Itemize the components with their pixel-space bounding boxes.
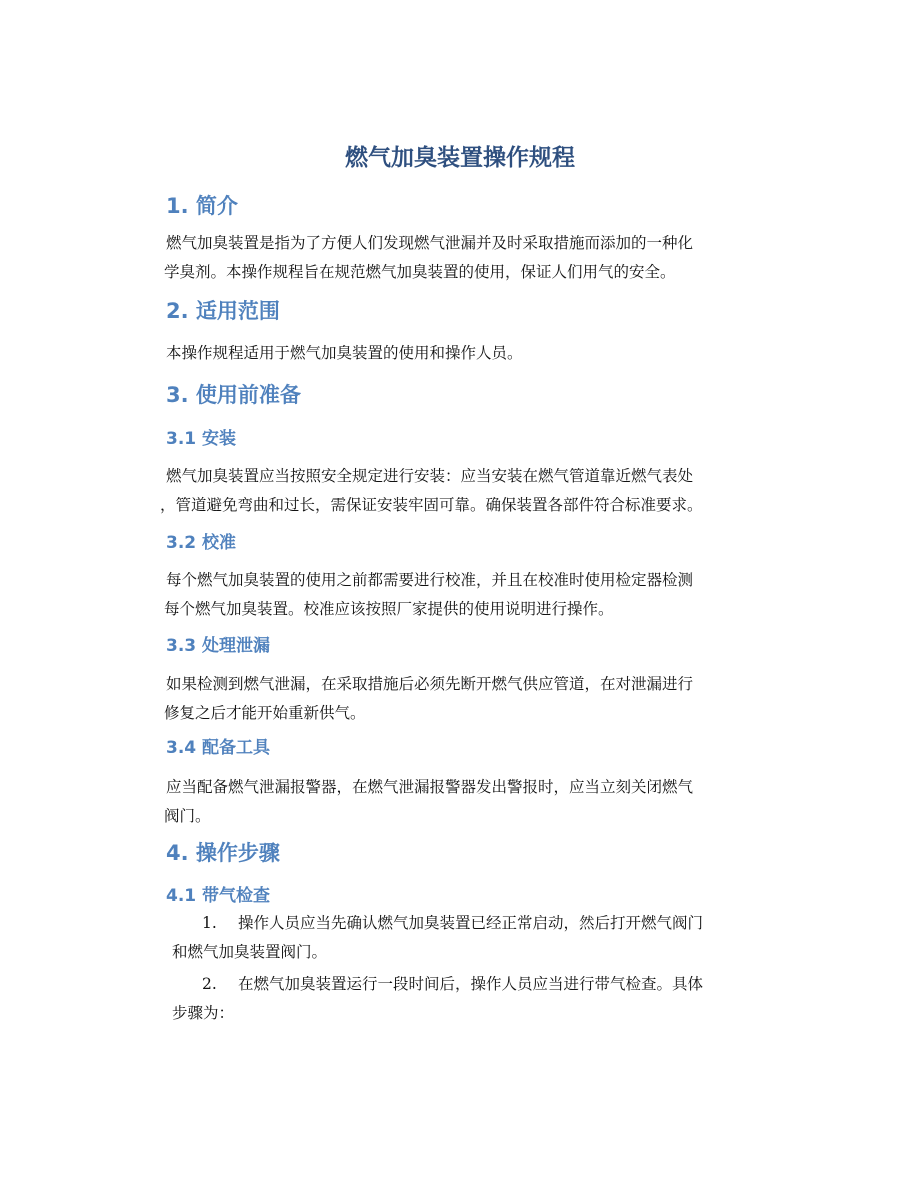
section-3-heading: 3. 使用前准备 bbox=[166, 383, 301, 407]
section-2-paragraph bbox=[166, 339, 786, 368]
list-item-text: 操作人员应当先确认燃气加臭装置已经正常启动，然后打开燃气阀门 bbox=[238, 914, 704, 932]
section-4-heading: 4. 操作步骤 bbox=[166, 841, 280, 865]
section-3-3-heading: 3.3 处理泄漏 bbox=[166, 636, 271, 656]
section-4-1-heading: 4.1 带气检查 bbox=[166, 886, 271, 906]
list-item-first-line bbox=[172, 909, 786, 938]
list-item-second-line: 和燃气加臭装置阀门。 bbox=[172, 943, 328, 961]
section-3-3-paragraph bbox=[166, 670, 786, 728]
list-number: 2. bbox=[202, 975, 217, 993]
paragraph-line: 如果检测到燃气泄漏，在采取措施后必须先断开燃气供应管道，在对泄漏进行 bbox=[166, 675, 694, 693]
document-title: 燃气加臭装置操作规程 bbox=[345, 145, 575, 171]
paragraph-line: 应当配备燃气泄漏报警器，在燃气泄漏报警器发出警报时，应当立刻关闭燃气 bbox=[166, 778, 694, 796]
section-3-4-paragraph bbox=[166, 773, 786, 831]
paragraph-line: 每个燃气加臭装置的使用之前都需要进行校准，并且在校准时使用检定器检测 bbox=[166, 571, 694, 589]
paragraph-line: 学臭剂。本操作规程旨在规范燃气加臭装置的使用，保证人们用气的安全。 bbox=[164, 263, 676, 281]
paragraph-line: 本操作规程适用于燃气加臭装置的使用和操作人员。 bbox=[166, 344, 523, 362]
section-1-heading: 1. 简介 bbox=[166, 194, 238, 218]
section-3-1-paragraph bbox=[160, 462, 786, 520]
paragraph-line: ，管道避免弯曲和过长，需保证安装牢固可靠。确保装置各部件符合标准要求。 bbox=[160, 496, 703, 514]
paragraph-line: 阀门。 bbox=[164, 807, 211, 825]
section-3-2-heading: 3.2 校准 bbox=[166, 533, 237, 553]
paragraph-line: 燃气加臭装置应当按照安全规定进行安装：应当安装在燃气管道靠近燃气表处 bbox=[166, 467, 694, 485]
paragraph-line: 修复之后才能开始重新供气。 bbox=[164, 704, 366, 722]
list-item-second-line: 步骤为： bbox=[172, 1004, 235, 1022]
paragraph-line: 每个燃气加臭装置。校准应该按照厂家提供的使用说明进行操作。 bbox=[164, 600, 614, 618]
paragraph-line: 燃气加臭装置是指为了方便人们发现燃气泄漏并及时采取措施而添加的一种化 bbox=[166, 234, 694, 252]
list-item-first-line bbox=[172, 970, 786, 999]
section-2-heading: 2. 适用范围 bbox=[166, 299, 280, 323]
section-3-4-heading: 3.4 配备工具 bbox=[166, 738, 271, 758]
section-3-1-heading: 3.1 安装 bbox=[166, 429, 237, 449]
list-item bbox=[172, 909, 786, 967]
list-item bbox=[172, 970, 786, 1028]
section-3-2-paragraph bbox=[166, 566, 786, 624]
list-item-text: 在燃气加臭装置运行一段时间后，操作人员应当进行带气检查。具体 bbox=[238, 975, 704, 993]
list-number: 1. bbox=[202, 914, 217, 932]
section-1-paragraph bbox=[166, 229, 786, 287]
